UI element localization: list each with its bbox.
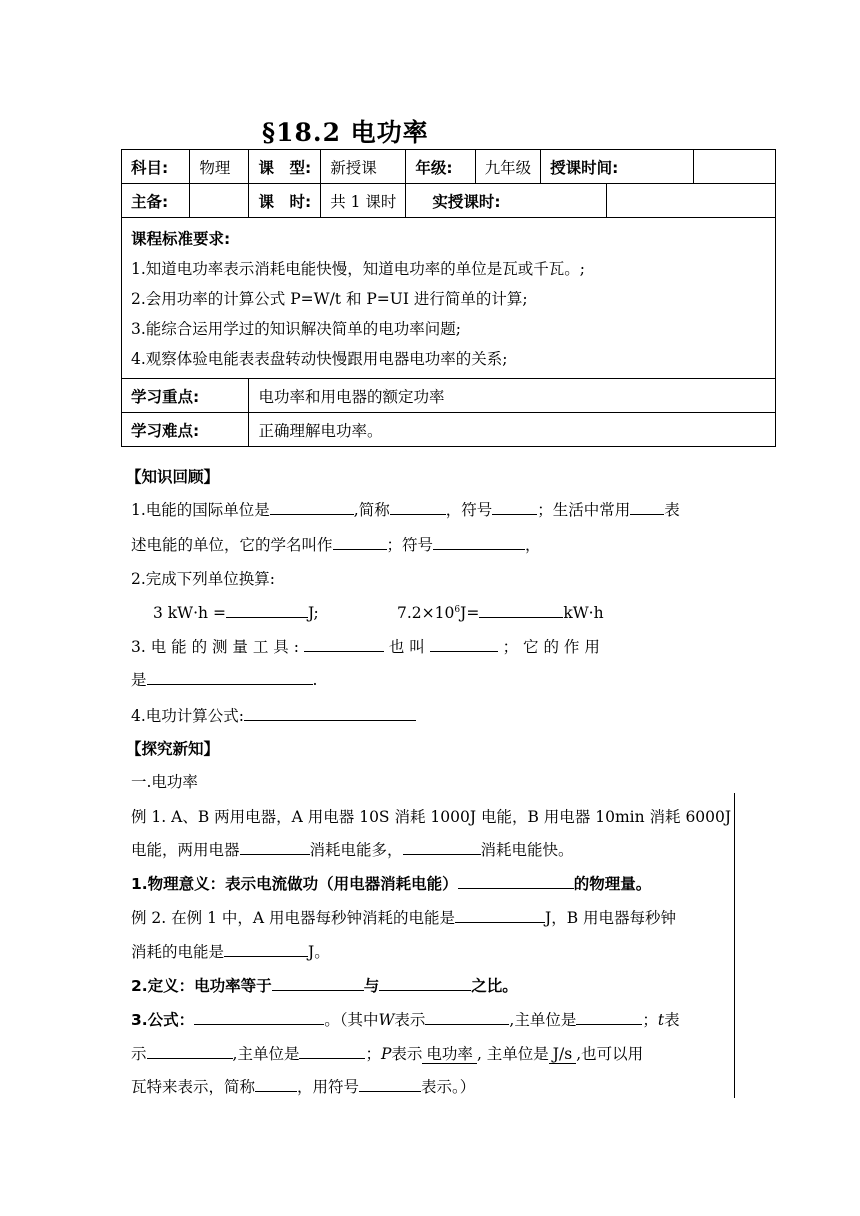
standard-item: 1.知道电功率表示消耗电能快慢，知道电功率的单位是瓦或千瓦。; (131, 260, 586, 278)
difficulty-label: 学习难点: (122, 413, 249, 447)
actual-hours-label: 实授课时: (406, 184, 607, 218)
unit-conversion-2: $7.2\times 10^6J= kW\cdot h$ (397, 601, 604, 622)
blank[interactable] (359, 1075, 421, 1092)
hours-label: 课 时: (249, 184, 321, 218)
standard-item: 3.能综合运用学过的知识解决简单的电功率问题; (131, 320, 462, 338)
review-question-3: 3. 电 能 的 测 量 工 具 : 也 叫 ； 它 的 作 用 (131, 635, 600, 657)
review-heading: 【知识回顾】 (126, 468, 220, 486)
difficulty-value: 正确理解电功率。 (249, 413, 776, 447)
blank[interactable] (433, 533, 525, 550)
formula-cont-2: 瓦特来表示，简称 ，用符号 表示。） (131, 1075, 475, 1097)
formula: 3.公式： 。（其中W表示 ,主单位是 ；t表 (131, 1008, 680, 1030)
blank[interactable] (299, 1042, 365, 1059)
blank[interactable] (333, 533, 387, 550)
example-2: 例 2. 在例 1 中，A 用电器每秒钟消耗的电能是 J，B 用电器每秒钟 (131, 906, 676, 928)
blank[interactable] (458, 872, 574, 889)
blank[interactable] (147, 1042, 233, 1059)
prep-value (190, 184, 249, 218)
grade-value: 九年级 (475, 150, 541, 184)
focus-label: 学习重点: (122, 379, 249, 413)
actual-hours-value (607, 184, 776, 218)
standards-cell (122, 218, 776, 379)
blank[interactable] (255, 1075, 297, 1092)
formula-cont: 示 ,主单位是 ；P表示 电功率 , 主单位是 J/s ,也可以用 (131, 1042, 643, 1064)
blank[interactable] (630, 498, 664, 515)
blank[interactable] (270, 498, 354, 515)
grade-label: 年级: (406, 150, 475, 184)
blank[interactable] (455, 906, 545, 923)
subject-value: 物理 (190, 150, 249, 184)
blank[interactable] (430, 635, 498, 652)
blank[interactable] (390, 498, 446, 515)
review-question-4: 4.电功计算公式: (131, 704, 416, 726)
page-title: §18.2 电功率 (262, 118, 429, 147)
standard-item: 4.观察体验电能表表盘转动快慢跟用电器电功率的关系; (131, 350, 508, 368)
blank[interactable] (304, 635, 384, 652)
teaching-time-value (694, 150, 776, 184)
type-label: 课 型: (249, 150, 321, 184)
review-question-3-cont: 是 . (131, 668, 317, 690)
example-1: 例 1. A、B 两用电器，A 用电器 10S 消耗 1000J 电能，B 用电器 10min 消耗 6000J (131, 808, 732, 826)
blank[interactable] (240, 838, 310, 855)
review-question-2: 2.完成下列单位换算: (131, 570, 276, 588)
blank[interactable] (492, 498, 537, 515)
blank[interactable] (244, 704, 416, 721)
type-value: 新授课 (321, 150, 406, 184)
blank[interactable] (576, 1008, 642, 1025)
example-2-cont: 消耗的电能是 J。 (131, 940, 330, 962)
blank[interactable] (379, 974, 471, 991)
blank[interactable] (425, 1008, 509, 1025)
explore-subheading: 一.电功率 (131, 773, 198, 791)
blank[interactable] (272, 974, 364, 991)
example-1-cont: 电能，两用电器 消耗电能多， 消耗电能快。 (131, 838, 574, 860)
review-question-1-cont: 述电能的单位，它的学名叫作 ；符号 ， (131, 533, 541, 555)
lesson-info-table (121, 149, 776, 447)
explore-heading: 【探究新知】 (126, 740, 220, 758)
standard-item: 2.会用功率的计算公式 P=W/t 和 P=UI 进行简单的计算; (131, 290, 528, 308)
standards-heading: 课程标准要求: (131, 230, 231, 248)
filled-answer: J/s (549, 1045, 576, 1064)
blank[interactable] (194, 1008, 324, 1025)
blank[interactable] (479, 601, 563, 618)
unit-conversion-1: 3 kW·h = J; (153, 601, 319, 622)
blank[interactable] (224, 940, 308, 957)
margin-rule (734, 793, 735, 1098)
blank[interactable] (147, 668, 313, 685)
blank[interactable] (226, 601, 308, 618)
focus-value: 电功率和用电器的额定功率 (249, 379, 776, 413)
prep-label: 主备: (122, 184, 190, 218)
review-question-1: 1.电能的国际单位是 ,简称 ，符号 ；生活中常用 表 (131, 498, 680, 520)
definition: 2.定义：电功率等于 与 之比。 (131, 974, 518, 996)
filled-answer: 电功率 (422, 1045, 477, 1064)
teaching-time-label: 授课时间: (541, 150, 694, 184)
subject-label: 科目: (122, 150, 190, 184)
physical-meaning: 1.物理意义：表示电流做功（用电器消耗电能） 的物理量。 (131, 872, 651, 894)
hours-value: 共 1 课时 (321, 184, 406, 218)
blank[interactable] (403, 838, 481, 855)
